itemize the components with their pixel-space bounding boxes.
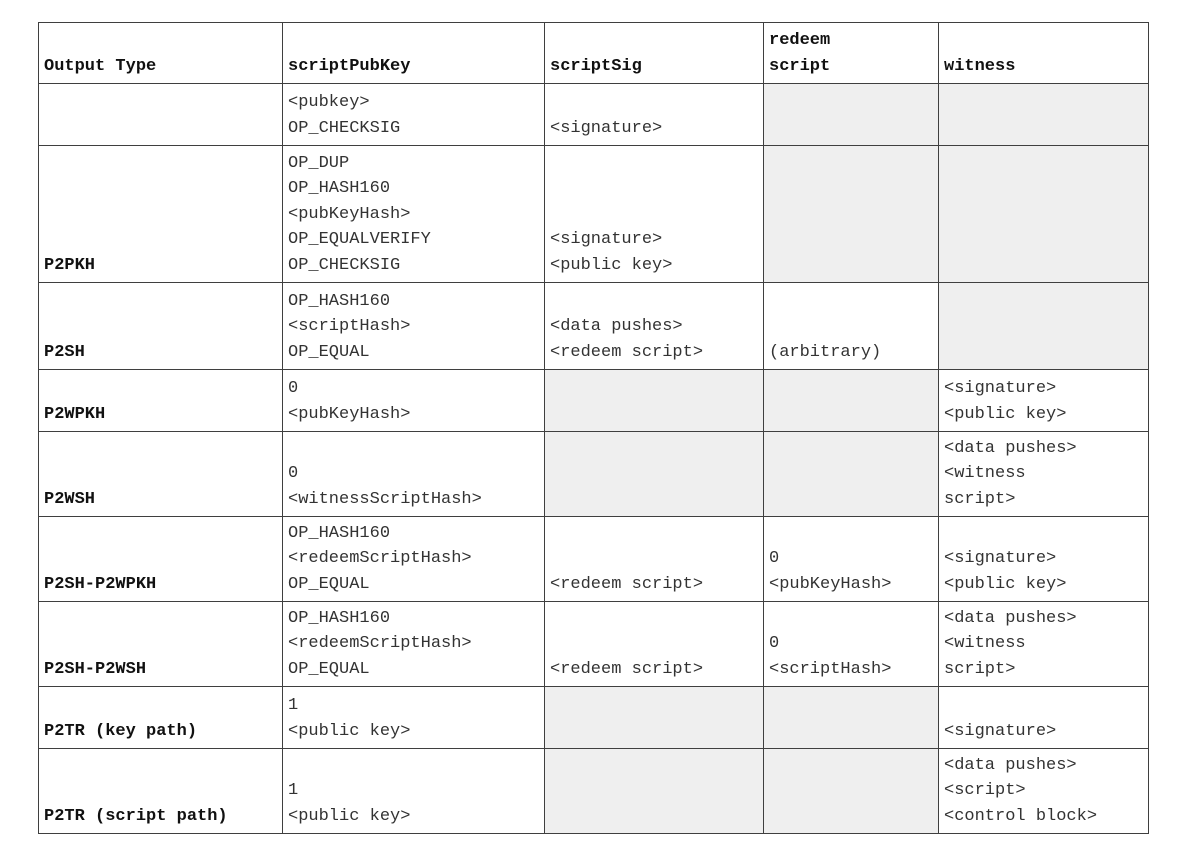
table-row: [39, 146, 1149, 283]
scriptsig-cell: <signature> <public key>: [545, 146, 764, 283]
scriptsig-cell: <data pushes> <redeem script>: [545, 283, 764, 370]
table-row: [39, 370, 1149, 432]
output-types-table: [38, 22, 1149, 834]
scriptsig-cell: [545, 749, 764, 834]
scriptsig-cell: <redeem script>: [545, 517, 764, 602]
redeem-script-cell: [764, 84, 939, 146]
witness-cell: <data pushes> <script> <control block>: [939, 749, 1149, 834]
header-scriptpubkey: scriptPubKey: [283, 23, 545, 84]
table-row: [39, 602, 1149, 687]
witness-cell: [939, 146, 1149, 283]
output-type-cell: P2SH: [39, 283, 283, 370]
redeem-script-cell: 0 <pubKeyHash>: [764, 517, 939, 602]
witness-cell: <signature> <public key>: [939, 370, 1149, 432]
table-row: [39, 84, 1149, 146]
header-output-type: Output Type: [39, 23, 283, 84]
output-type-cell: P2WPKH: [39, 370, 283, 432]
table-row: [39, 283, 1149, 370]
header-witness: witness: [939, 23, 1149, 84]
scriptpubkey-cell: OP_HASH160 <scriptHash> OP_EQUAL: [283, 283, 545, 370]
scriptpubkey-cell: 1 <public key>: [283, 749, 545, 834]
header-row: [39, 23, 1149, 84]
scriptpubkey-cell: OP_HASH160 <redeemScriptHash> OP_EQUAL: [283, 517, 545, 602]
table-row: [39, 687, 1149, 749]
redeem-script-cell: [764, 146, 939, 283]
table-row: [39, 517, 1149, 602]
table-row: [39, 749, 1149, 834]
scriptsig-cell: [545, 370, 764, 432]
scriptpubkey-cell: 0 <witnessScriptHash>: [283, 432, 545, 517]
witness-cell: <signature> <public key>: [939, 517, 1149, 602]
redeem-script-cell: [764, 370, 939, 432]
output-type-cell: P2SH-P2WPKH: [39, 517, 283, 602]
scriptsig-cell: [545, 432, 764, 517]
redeem-script-cell: [764, 432, 939, 517]
witness-cell: <data pushes> <witness script>: [939, 432, 1149, 517]
scriptpubkey-cell: 1 <public key>: [283, 687, 545, 749]
redeem-script-cell: [764, 749, 939, 834]
redeem-script-cell: [764, 687, 939, 749]
header-scriptsig: scriptSig: [545, 23, 764, 84]
scriptpubkey-cell: 0 <pubKeyHash>: [283, 370, 545, 432]
redeem-script-cell: 0 <scriptHash>: [764, 602, 939, 687]
scriptsig-cell: <signature>: [545, 84, 764, 146]
table-header: [39, 23, 1149, 84]
table-body: [39, 84, 1149, 834]
output-type-cell: P2TR (script path): [39, 749, 283, 834]
redeem-script-cell: (arbitrary): [764, 283, 939, 370]
table-row: [39, 432, 1149, 517]
output-type-cell: P2TR (key path): [39, 687, 283, 749]
witness-cell: [939, 283, 1149, 370]
output-type-cell: P2SH-P2WSH: [39, 602, 283, 687]
scriptsig-cell: <redeem script>: [545, 602, 764, 687]
scriptsig-cell: [545, 687, 764, 749]
witness-cell: <signature>: [939, 687, 1149, 749]
output-type-cell: P2WSH: [39, 432, 283, 517]
witness-cell: [939, 84, 1149, 146]
scriptpubkey-cell: <pubkey> OP_CHECKSIG: [283, 84, 545, 146]
witness-cell: <data pushes> <witness script>: [939, 602, 1149, 687]
scriptpubkey-cell: OP_DUP OP_HASH160 <pubKeyHash> OP_EQUALVERIFY OP_CHECKSIG: [283, 146, 545, 283]
output-type-cell: P2PKH: [39, 146, 283, 283]
scriptpubkey-cell: OP_HASH160 <redeemScriptHash> OP_EQUAL: [283, 602, 545, 687]
output-type-cell: [39, 84, 283, 146]
header-redeem-script: redeem script: [764, 23, 939, 84]
